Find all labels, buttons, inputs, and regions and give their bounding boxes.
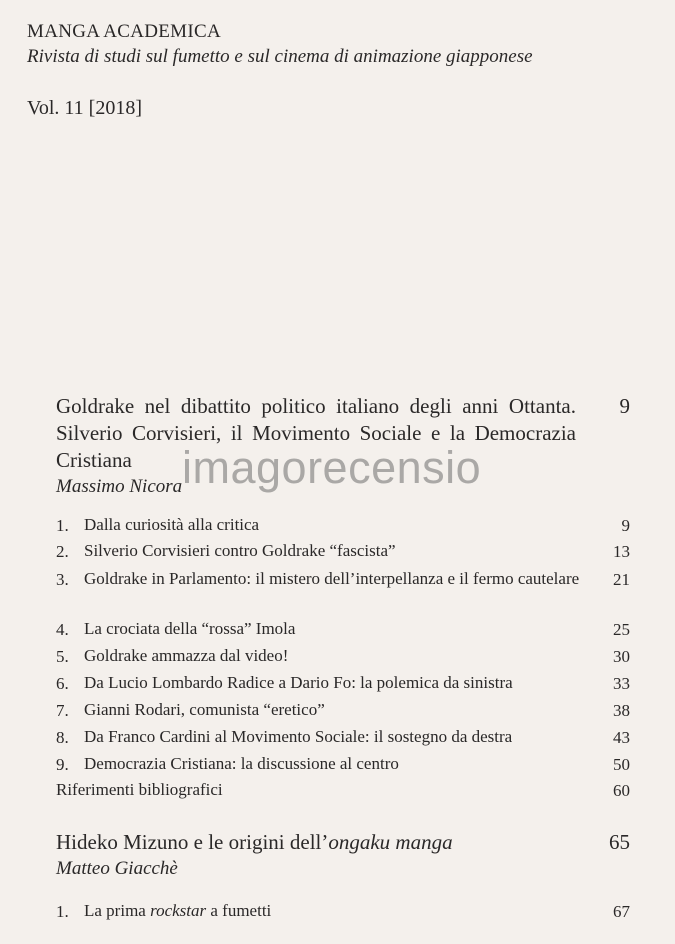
journal-title: MANGA ACADEMICA — [27, 21, 221, 42]
toc-title: Goldrake in Parlamento: il mistero dell’interpellanza e il fermo cautelare — [84, 569, 580, 588]
article-title-italic: ongaku manga — [328, 830, 453, 854]
toc-title-text: a fumetti — [206, 901, 272, 920]
toc-title: Gianni Rodari, comunista “eretico” — [84, 700, 325, 719]
toc-page: 25 — [613, 620, 630, 639]
journal-subtitle: Rivista di studi sul fumetto e sul cinema di animazione giapponese — [27, 46, 533, 67]
toc-title: Da Lucio Lombardo Radice a Dario Fo: la polemica da sinistra — [84, 673, 513, 692]
article-2-heading — [56, 829, 630, 880]
toc-page: 30 — [613, 647, 630, 666]
toc-page: 13 — [613, 542, 630, 561]
toc-title: Da Franco Cardini al Movimento Sociale: il sostegno da destra — [84, 727, 513, 746]
article-page-number: 9 — [619, 394, 630, 418]
article-1-toc — [56, 513, 630, 804]
toc-page: 67 — [613, 902, 630, 921]
toc-title-text: La prima — [84, 901, 151, 920]
toc-number: 1. — [56, 516, 69, 535]
article-title: Goldrake nel dibattito politico italiano degli anni Ottanta. Silverio Corvisieri, il Movimento Sociale e la Democrazia Cristiana — [56, 394, 576, 472]
toc-item[interactable] — [56, 752, 630, 778]
toc-number: 1. — [56, 902, 69, 921]
article-title — [56, 829, 576, 856]
toc-page: 38 — [613, 701, 630, 720]
toc-item[interactable] — [56, 513, 630, 539]
toc-item[interactable] — [56, 899, 630, 925]
toc-number: 3. — [56, 570, 69, 589]
toc-number: 5. — [56, 647, 69, 666]
watermark-text: imagorecensio — [182, 442, 482, 493]
toc-item[interactable] — [56, 725, 630, 752]
toc-references[interactable] — [56, 778, 630, 804]
article-author: Matteo Giacchè — [56, 858, 178, 879]
toc-item[interactable] — [56, 539, 630, 567]
article-2-toc — [56, 899, 630, 925]
article-title-text: Hideko Mizuno e le origini dell’ — [56, 830, 329, 854]
toc-item[interactable] — [56, 671, 630, 698]
toc-page: 60 — [613, 781, 630, 800]
toc-title: Dalla curiosità alla critica — [84, 515, 260, 534]
article-page-number: 65 — [609, 830, 630, 854]
toc-item[interactable] — [56, 644, 630, 671]
toc-title — [84, 899, 584, 923]
volume-label: Vol. 11 [2018] — [27, 97, 142, 119]
toc-item[interactable] — [56, 617, 630, 644]
toc-title: Goldrake ammazza dal video! — [84, 646, 289, 665]
toc-page: 33 — [613, 674, 630, 693]
toc-page: 50 — [613, 755, 630, 774]
toc-title: La crociata della “rossa” Imola — [84, 619, 296, 638]
toc-item[interactable] — [56, 567, 630, 617]
toc-number: 6. — [56, 674, 69, 693]
toc-number: 8. — [56, 728, 69, 747]
toc-number: 2. — [56, 542, 69, 561]
toc-title-italic: rockstar — [150, 901, 207, 920]
toc-number: 9. — [56, 755, 69, 774]
toc-page: 9 — [621, 516, 630, 535]
toc-page: 43 — [613, 728, 630, 747]
toc-item[interactable] — [56, 698, 630, 725]
toc-title: Silverio Corvisieri contro Goldrake “fascista” — [84, 541, 396, 560]
toc-title: Riferimenti bibliografici — [56, 780, 223, 799]
toc-page: 21 — [613, 570, 630, 589]
toc-number: 4. — [56, 620, 69, 639]
article-author: Massimo Nicora — [56, 476, 183, 497]
toc-number: 7. — [56, 701, 69, 720]
toc-title: Democrazia Cristiana: la discussione al centro — [84, 754, 399, 773]
